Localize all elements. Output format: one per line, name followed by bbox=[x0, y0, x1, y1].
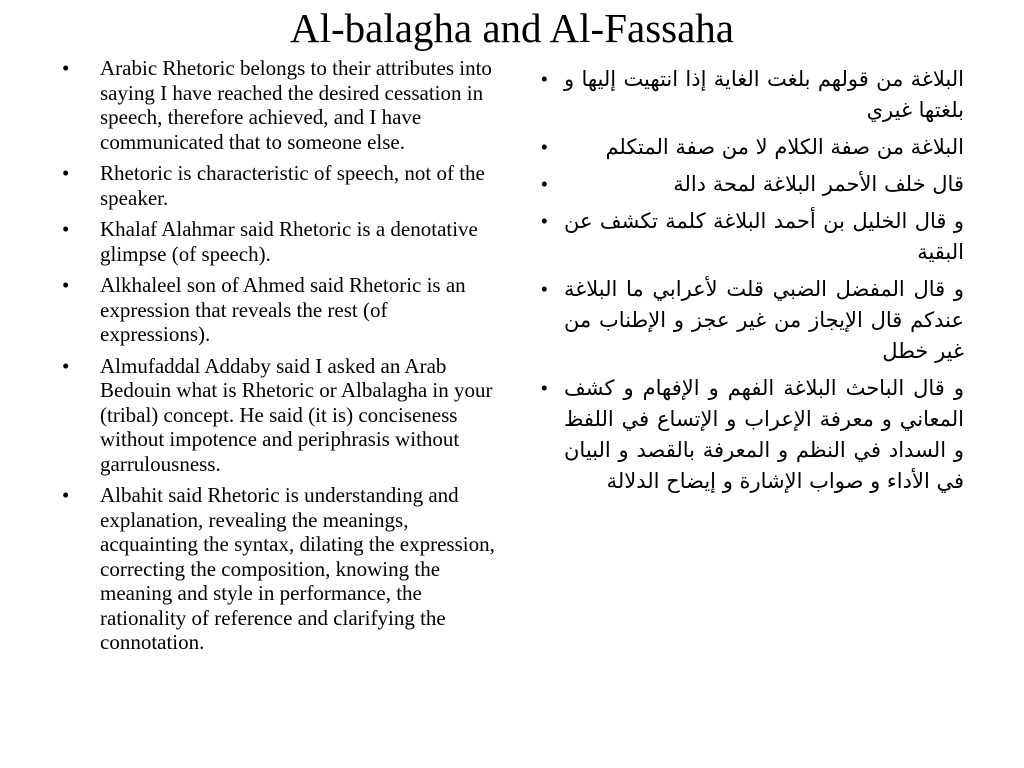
english-bullet-item bbox=[62, 354, 502, 477]
bullet-icon: • bbox=[540, 277, 548, 301]
arabic-bullet-text: و قال الخليل بن أحمد البلاغة كلمة تكشف عن البقية bbox=[564, 209, 964, 264]
bullet-icon: • bbox=[62, 217, 70, 241]
arabic-bullet-item bbox=[528, 64, 964, 126]
bullet-icon: • bbox=[62, 353, 70, 378]
english-bullet-text: Rhetoric is characteristic of speech, not of the speaker. bbox=[100, 161, 485, 210]
bullet-icon: • bbox=[62, 273, 70, 297]
english-bullet-item bbox=[62, 273, 502, 347]
english-bullet-item bbox=[62, 161, 502, 210]
english-bullet-text: Almufaddal Addaby said I asked an Arab Bedouin what is Rhetoric or Albalagha in your (tribal) concept. He said (it is) conciseness without impotence and periphrasis without garrulousness. bbox=[100, 353, 493, 476]
arabic-bullet-text: البلاغة من قولهم بلغت الغاية إذا انتهيت إليها و بلغتها غيري bbox=[564, 67, 964, 122]
english-bullet-text: Khalaf Alahmar said Rhetoric is a denotative glimpse (of speech). bbox=[100, 217, 478, 266]
bullet-icon: • bbox=[540, 172, 548, 196]
english-bullet-item bbox=[62, 483, 502, 655]
bullet-icon: • bbox=[540, 209, 548, 233]
arabic-bullet-text: البلاغة من صفة الكلام لا من صفة المتكلم bbox=[605, 135, 964, 159]
english-bullet-item bbox=[62, 217, 502, 266]
arabic-bullet-text: و قال المفضل الضبي قلت لأعرابي ما البلاغة عندكم قال الإيجاز من غير عجز و الإطناب من غير خطل bbox=[564, 277, 964, 363]
arabic-bullet-list bbox=[528, 64, 964, 503]
arabic-bullet-item bbox=[528, 132, 964, 163]
bullet-icon: • bbox=[62, 161, 70, 185]
english-bullet-list bbox=[62, 56, 502, 662]
slide-title: Al-balagha and Al-Fassaha bbox=[289, 5, 735, 51]
arabic-bullet-item bbox=[528, 274, 964, 367]
bullet-icon: • bbox=[540, 67, 548, 91]
arabic-bullet-item bbox=[528, 169, 964, 200]
arabic-bullet-text: قال خلف الأحمر البلاغة لمحة دالة bbox=[673, 172, 964, 196]
arabic-bullet-text: و قال الباحث البلاغة الفهم و الإفهام و كشف المعاني و معرفة الإعراب و الإتساع في اللفظ و السداد في النظم و المعرفة بالقصد و البيان في الأداء و صواب الإشارة و إيضاح الدلالة bbox=[564, 376, 964, 493]
bullet-icon: • bbox=[540, 376, 548, 400]
english-bullet-item bbox=[62, 56, 502, 154]
bullet-icon: • bbox=[62, 56, 70, 80]
bullet-icon: • bbox=[62, 483, 70, 507]
arabic-bullet-item bbox=[528, 373, 964, 497]
english-bullet-text: Arabic Rhetoric belongs to their attributes into saying I have reached the desired cessation in speech, therefore achieved, and I have communicated that to someone else. bbox=[100, 56, 492, 154]
bullet-icon: • bbox=[540, 135, 548, 159]
english-bullet-text: Albahit said Rhetoric is understanding and explanation, revealing the meanings, acquainting the syntax, dilating the expression, correcting the composition, knowing the meaning and style in performance, the rationality of reference and clarifying the connotation. bbox=[100, 483, 495, 654]
arabic-bullet-item bbox=[528, 206, 964, 268]
english-bullet-text: Alkhaleel son of Ahmed said Rhetoric is an expression that reveals the rest (of expressions). bbox=[100, 273, 466, 346]
